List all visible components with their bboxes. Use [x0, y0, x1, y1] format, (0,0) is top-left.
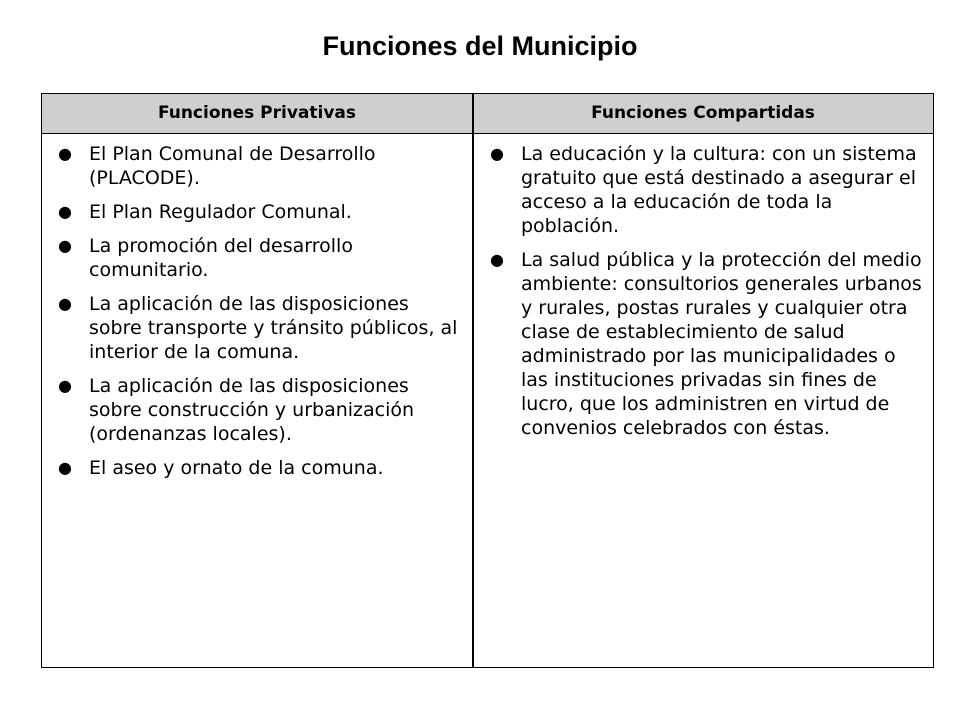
list-item	[54, 292, 462, 364]
header-funciones-privativas: Funciones Privativas	[157, 103, 357, 123]
table-header-row	[42, 94, 933, 134]
list-item-text: La promoción del desarrollo comunitario.	[89, 235, 353, 281]
list-item-text: La aplicación de las disposiciones sobre transporte y tránsito públicos, al interior de la comuna.	[89, 293, 458, 363]
list-item	[486, 142, 926, 238]
header-funciones-compartidas: Funciones Compartidas	[591, 103, 815, 123]
list-item	[54, 374, 462, 446]
bullet-icon: ●	[58, 144, 72, 163]
list-item-text: La salud pública y la protección del medio ambiente: consultorios generales urbanos y rurales, postas rurales y cualquier otra clase de establecimiento de salud administrado por las municipalidades o las instituciones privadas sin fines de lucro, que los administren en virtud de convenios celebrados con éstas.	[521, 249, 922, 439]
list-item-text: La aplicación de las disposiciones sobre construcción y urbanización (ordenanzas locales).	[89, 375, 415, 445]
list-item-text: El Plan Regulador Comunal.	[89, 201, 352, 223]
bullet-icon: ●	[490, 250, 504, 269]
bullet-icon: ●	[58, 236, 72, 255]
list-item	[54, 234, 462, 282]
functions-table	[41, 93, 934, 668]
bullet-icon: ●	[58, 376, 72, 395]
bullet-icon: ●	[490, 144, 504, 163]
list-item	[54, 142, 462, 190]
compartidas-cell	[474, 134, 932, 450]
page-title: Funciones del Municipio	[322, 31, 638, 61]
list-item	[54, 200, 462, 224]
list-item-text: El aseo y ornato de la comuna.	[89, 457, 384, 479]
list-item-text: La educación y la cultura: con un sistema gratuito que está destinado a asegurar el acceso a la educación de toda la población.	[521, 143, 917, 237]
list-item	[486, 248, 926, 440]
bullet-icon: ●	[58, 458, 72, 477]
privativas-cell	[42, 134, 472, 490]
list-item	[54, 456, 462, 480]
bullet-icon: ●	[58, 202, 72, 221]
compartidas-list	[486, 142, 926, 440]
bullet-icon: ●	[58, 294, 72, 313]
privativas-list	[54, 142, 462, 480]
list-item-text: El Plan Comunal de Desarrollo (PLACODE).	[89, 143, 376, 189]
